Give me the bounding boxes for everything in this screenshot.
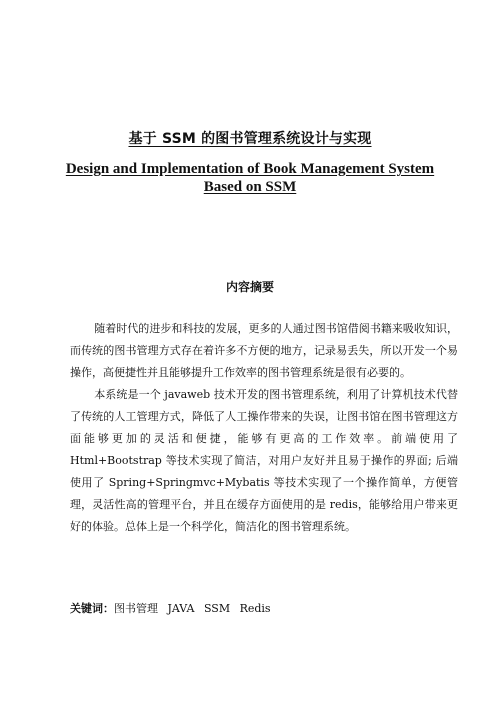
keywords-line xyxy=(70,600,271,616)
keywords-value: 图书管理 JAVA SSM Redis xyxy=(114,602,271,615)
abstract-body xyxy=(70,318,458,538)
english-title xyxy=(60,160,440,196)
abstract-heading: 内容摘要 xyxy=(225,280,274,294)
keywords-label: 关键词： xyxy=(70,602,114,615)
abstract-paragraph-2: 本系统是一个 javaweb 技术开发的图书管理系统，利用了计算机技术代替了传统的人工管理方式，降低了人工操作带来的失误，让图书馆在图书管理这方面能够更加的灵活和便捷，能够有更高的工作效率。前端使用了 Html+Bootstrap 等技术实现了简洁，对用户友好并且易于操作的界面; 后端使用了 Spring+Springmvc+Mybatis 等技术实现了一个操作简单，方便管理，灵活性高的管理平台，并且在缓存方面使用的是 redis，能够给用户带来更好的体验。总体上是一个科学化，简洁化的图书管理系统。 xyxy=(70,388,458,533)
chinese-title: 基于 SSM 的图书管理系统设计与实现 xyxy=(128,131,372,147)
english-title-line-1: Design and Implementation of Book Management System xyxy=(65,161,435,177)
abstract-paragraph-1: 随着时代的进步和科技的发展，更多的人通过图书馆借阅书籍来吸收知识，而传统的图书管理方式存在着许多不方便的地方，记录易丢失，所以开发一个易操作，高便捷性并且能够提升工作效率的图书管理系统是很有必要的。 xyxy=(70,322,458,379)
english-title-line-2: Based on SSM xyxy=(203,179,297,195)
